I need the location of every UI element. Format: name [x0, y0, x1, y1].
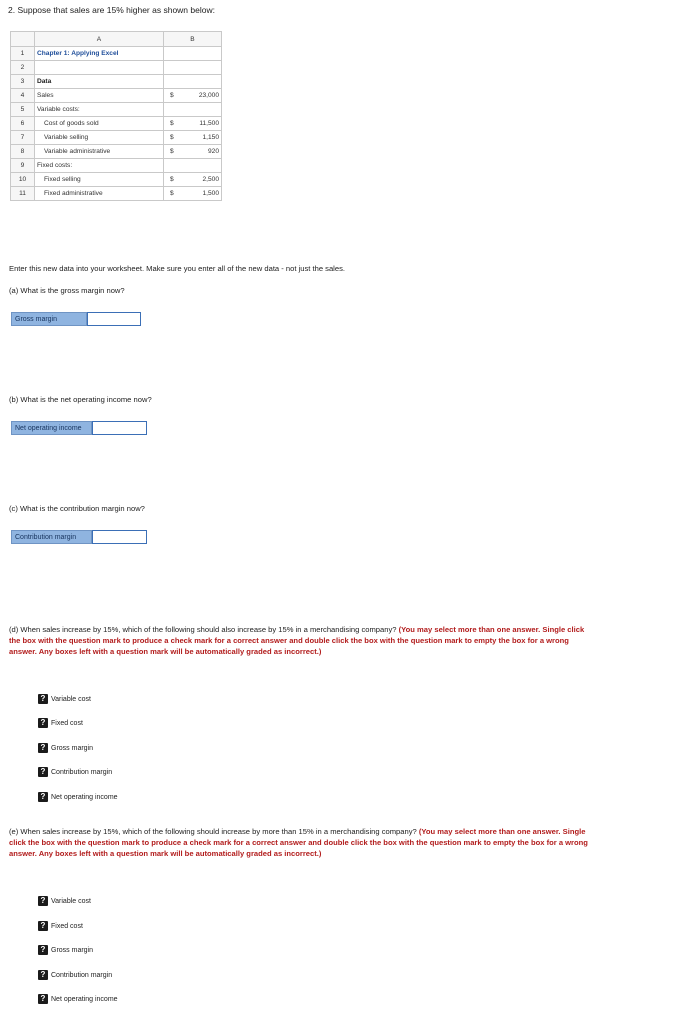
question-a: (a) What is the gross margin now? — [9, 286, 125, 295]
row-number: 9 — [11, 159, 35, 173]
column-header-row — [11, 32, 222, 47]
column-header-b: B — [164, 32, 222, 47]
row-number: 5 — [11, 103, 35, 117]
table-row — [11, 89, 222, 103]
label-cell — [35, 61, 164, 75]
question-c: (c) What is the contribution margin now? — [9, 504, 145, 513]
table-row — [11, 61, 222, 75]
question-mark-icon[interactable]: ? — [38, 718, 48, 728]
row-number: 3 — [11, 75, 35, 89]
contribution-margin-input[interactable] — [92, 530, 147, 544]
question-mark-icon[interactable]: ? — [38, 945, 48, 955]
row-number: 4 — [11, 89, 35, 103]
option-label: Fixed cost — [51, 719, 83, 727]
question-d-text: (d) When sales increase by 15%, which of the following should also increase by 15% in a merchandising company? — [9, 625, 397, 634]
row-number: 1 — [11, 47, 35, 61]
question-e-note: (You may select more than one answer. Single click the box with the question mark to produce a check mark for a correct answer and double click the box with the question mark to empty the box for a wrong answer. Any boxes left with a question mark will be automatically graded as incorrect.) — [9, 827, 588, 858]
cell-value: 23,000 — [198, 92, 219, 99]
row-number: 8 — [11, 145, 35, 159]
value-cell — [164, 61, 222, 75]
question-mark-icon[interactable]: ? — [38, 767, 48, 777]
label-cell: Variable administrative — [35, 145, 164, 159]
gross-margin-input[interactable] — [87, 312, 141, 326]
cell-value: 920 — [207, 148, 219, 155]
option-label: Contribution margin — [51, 971, 113, 979]
d-option-gross-margin[interactable] — [38, 742, 93, 754]
net-operating-income-input[interactable] — [92, 421, 147, 435]
question-mark-icon[interactable]: ? — [38, 970, 48, 980]
contribution-margin-label: Contribution margin — [11, 530, 92, 544]
label-cell: Variable costs: — [35, 103, 164, 117]
currency-symbol: $ — [170, 176, 174, 183]
d-option-fixed-cost[interactable] — [38, 717, 83, 729]
net-operating-income-label: Net operating income — [11, 421, 92, 435]
currency-symbol: $ — [170, 190, 174, 197]
table-row — [11, 159, 222, 173]
e-option-contribution-margin[interactable] — [38, 969, 112, 981]
spreadsheet-table — [10, 31, 222, 201]
d-option-variable-cost[interactable] — [38, 693, 91, 705]
option-label: Variable cost — [51, 695, 91, 703]
option-label: Fixed cost — [51, 922, 83, 930]
e-option-fixed-cost[interactable] — [38, 920, 83, 932]
value-cell — [164, 187, 222, 201]
question-b: (b) What is the net operating income now? — [9, 395, 152, 404]
question-mark-icon[interactable]: ? — [38, 896, 48, 906]
value-cell — [164, 117, 222, 131]
option-label: Net operating income — [51, 995, 118, 1003]
question-d-note: (You may select more than one answer. Single click the box with the question mark to produce a check mark for a correct answer and double click the box with the question mark to empty the box for a wrong answer. Any boxes left with a question mark will be automatically graded as incorrect.) — [9, 625, 585, 656]
e-option-variable-cost[interactable] — [38, 895, 91, 907]
value-cell — [164, 145, 222, 159]
row-number: 7 — [11, 131, 35, 145]
value-cell — [164, 89, 222, 103]
table-row — [11, 47, 222, 61]
option-label: Gross margin — [51, 744, 94, 752]
currency-symbol: $ — [170, 92, 174, 99]
row-number: 11 — [11, 187, 35, 201]
corner-cell — [11, 32, 35, 47]
table-row — [11, 173, 222, 187]
value-cell — [164, 47, 222, 61]
instruction-text: Enter this new data into your worksheet. Make sure you enter all of the new data - not just the sales. — [9, 264, 345, 273]
option-label: Variable cost — [51, 897, 91, 905]
table-row — [11, 131, 222, 145]
cell-value: 2,500 — [202, 176, 219, 183]
cell-value: 11,500 — [199, 120, 219, 127]
d-option-net-operating-income[interactable] — [38, 791, 118, 803]
label-cell: Data — [35, 75, 164, 89]
table-row — [11, 145, 222, 159]
question-d — [9, 624, 589, 657]
value-cell — [164, 131, 222, 145]
question-mark-icon[interactable]: ? — [38, 694, 48, 704]
row-number: 10 — [11, 173, 35, 187]
question-e — [9, 826, 589, 859]
value-cell — [164, 75, 222, 89]
table-row — [11, 187, 222, 201]
e-option-net-operating-income[interactable] — [38, 993, 118, 1005]
label-cell: Cost of goods sold — [35, 117, 164, 131]
table-row — [11, 117, 222, 131]
value-cell — [164, 159, 222, 173]
label-cell: Fixed administrative — [35, 187, 164, 201]
currency-symbol: $ — [170, 148, 174, 155]
e-option-gross-margin[interactable] — [38, 944, 93, 956]
d-option-contribution-margin[interactable] — [38, 766, 112, 778]
question-mark-icon[interactable]: ? — [38, 743, 48, 753]
row-number: 2 — [11, 61, 35, 75]
column-header-a: A — [35, 32, 164, 47]
cell-value: 1,500 — [202, 190, 219, 197]
label-cell: Sales — [35, 89, 164, 103]
value-cell — [164, 173, 222, 187]
question-e-text: (e) When sales increase by 15%, which of the following should increase by more than 15% in a merchandising company? — [9, 827, 417, 836]
sheet-title-cell: Chapter 1: Applying Excel — [35, 47, 164, 61]
currency-symbol: $ — [170, 120, 174, 127]
table-row — [11, 103, 222, 117]
option-label: Gross margin — [51, 946, 94, 954]
currency-symbol: $ — [170, 134, 174, 141]
question-mark-icon[interactable]: ? — [38, 921, 48, 931]
table-row — [11, 75, 222, 89]
label-cell: Fixed costs: — [35, 159, 164, 173]
label-cell: Fixed selling — [35, 173, 164, 187]
gross-margin-label: Gross margin — [11, 312, 87, 326]
option-label: Contribution margin — [51, 768, 113, 776]
question-heading: 2. Suppose that sales are 15% higher as shown below: — [8, 5, 215, 15]
cell-value: 1,150 — [202, 134, 219, 141]
question-mark-icon[interactable]: ? — [38, 994, 48, 1004]
value-cell — [164, 103, 222, 117]
option-label: Net operating income — [51, 793, 118, 801]
question-mark-icon[interactable]: ? — [38, 792, 48, 802]
row-number: 6 — [11, 117, 35, 131]
label-cell: Variable selling — [35, 131, 164, 145]
